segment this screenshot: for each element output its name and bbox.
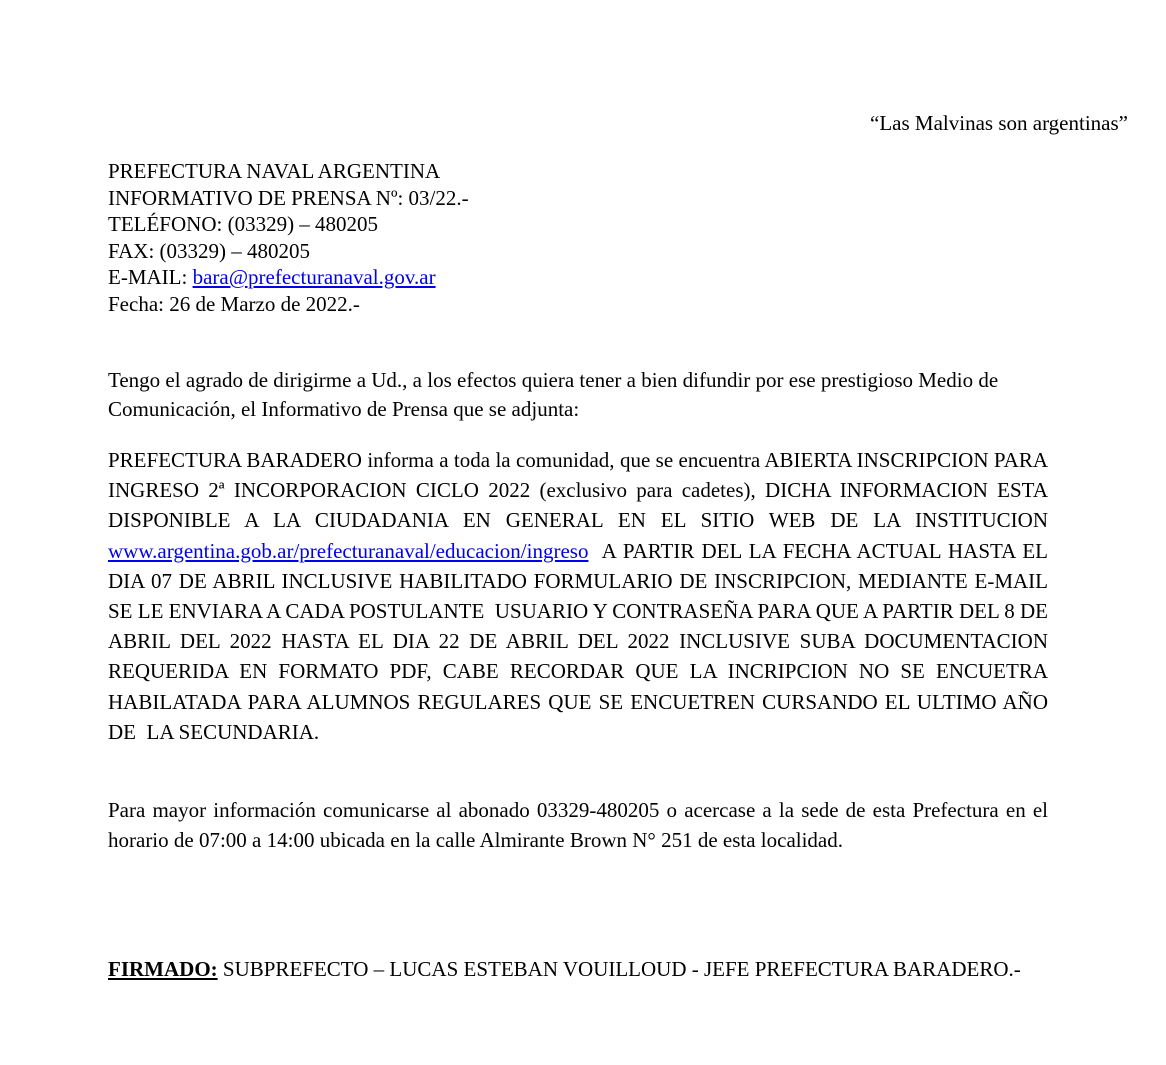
press-date: Fecha: 26 de Marzo de 2022.- bbox=[108, 291, 360, 316]
fax-number: FAX: (03329) – 480205 bbox=[108, 238, 311, 263]
phone-number: TELÉFONO: (03329) – 480205 bbox=[108, 212, 379, 236]
signature-text: SUBPREFECTO – LUCAS ESTEBAN VOUILLOUD - JEFE PREFECTURA BARADERO.- bbox=[217, 957, 1021, 981]
motto: “Las Malvinas son argentinas” bbox=[870, 111, 1128, 135]
signature-label: FIRMADO: bbox=[108, 957, 218, 981]
bulletin-number: INFORMATIVO DE PRENSA Nº: 03/22.- bbox=[108, 185, 469, 210]
signature-line bbox=[108, 955, 1021, 983]
institution-name: PREFECTURA NAVAL ARGENTINA bbox=[108, 159, 441, 183]
contact-paragraph: Para mayor información comunicarse al abonado 03329-480205 o acercase a la sede de esta Prefectura en el horario de 07:00 a 14:00 ubicada en la calle Almirante Brown N° 251 de esta localidad. bbox=[108, 798, 1048, 852]
intro-paragraph: Tengo el agrado de dirigirme a Ud., a los efectos quiera tener a bien difundir por ese prestigioso Medio de Comunicación, el Informativo de Prensa que se adjunta: bbox=[108, 368, 999, 421]
announcement-text-continued: A PARTIR DEL LA FECHA ACTUAL HASTA EL DIA 07 DE ABRIL INCLUSIVE HABILITADO FORMULARIO DE INSCRIPCION, MEDIANTE E-MAIL SE LE ENVIARA A CADA POSTULANTE USUARIO Y CONTRASEÑA PARA QUE A PARTIR DEL 8 DE ABRIL DEL 2022 HASTA EL DIA 22 DE ABRIL DEL 2022 INCLUSIVE SUBA DOCUMENTACION REQUERIDA EN FORMATO PDF, CABE RECORDAR QUE LA INCRIPCION NO SE ENCUETRA HABILATADA PARA ALUMNOS REGULARES QUE SE ENCUETREN CURSANDO EL ULTIMO AÑO DE LA SECUNDARIA. bbox=[108, 538, 1054, 744]
website-link[interactable]: www.argentina.gob.ar/prefecturanaval/educacion/ingreso bbox=[108, 538, 589, 563]
announcement-text: PREFECTURA BARADERO informa a toda la comunidad, que se encuentra ABIERTA INSCRIPCION PARA INGRESO 2ª INCORPORACION CICLO 2022 (exclusivo para cadetes), DICHA INFORMACION ESTA DISPONIBLE A LA CIUDADANIA EN GENERAL EN EL SITIO WEB DE LA INSTITUCION bbox=[108, 448, 1048, 533]
announcement-paragraph bbox=[108, 445, 1054, 747]
press-header bbox=[108, 158, 469, 317]
email-label: E-MAIL: bbox=[108, 265, 193, 289]
email-link[interactable]: bara@prefecturanaval.gov.ar bbox=[192, 265, 436, 289]
email-line bbox=[108, 264, 469, 291]
